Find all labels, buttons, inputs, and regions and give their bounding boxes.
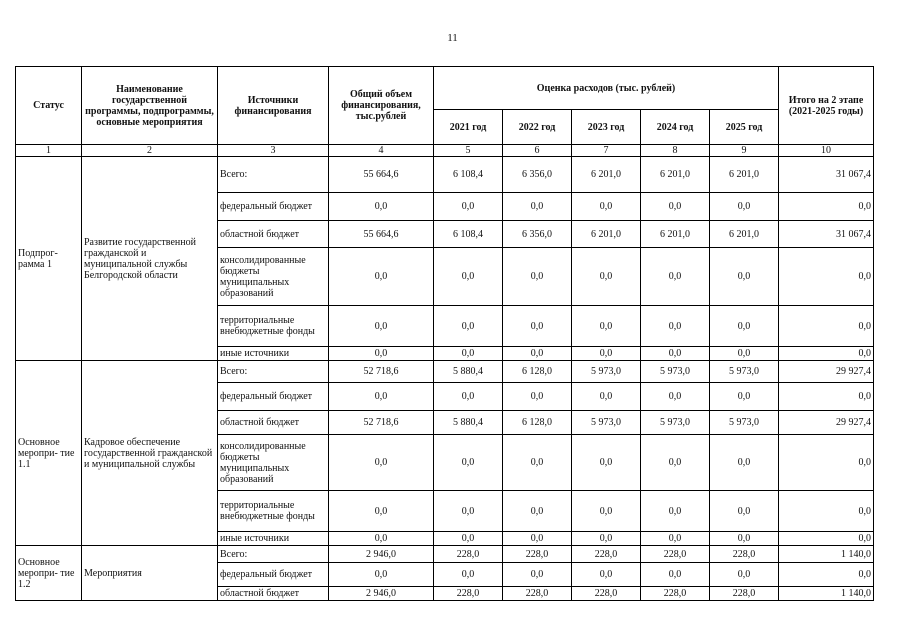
header-year: 2024 год (641, 110, 710, 145)
stage-total-cell: 29 927,4 (779, 361, 874, 383)
amount-cell: 5 973,0 (641, 411, 710, 435)
column-number: 2 (82, 145, 218, 157)
funding-source-cell: консолидированные бюджеты муниципальных образований (218, 248, 329, 306)
amount-cell: 228,0 (434, 587, 503, 601)
amount-cell: 0,0 (329, 491, 434, 532)
program-name-cell: Развитие государственной гражданской и муниципальной службы Белгородской области (82, 157, 218, 361)
amount-cell: 0,0 (503, 532, 572, 546)
amount-cell: 0,0 (572, 347, 641, 361)
status-cell: Подпрог- рамма 1 (16, 157, 82, 361)
amount-cell: 0,0 (329, 347, 434, 361)
funding-source-cell: областной бюджет (218, 411, 329, 435)
header-name: Наименование государственной программы, подпрограммы, основные мероприятия (82, 67, 218, 145)
amount-cell: 6 201,0 (572, 221, 641, 248)
header-status: Статус (16, 67, 82, 145)
amount-cell: 228,0 (434, 546, 503, 563)
header-stage-total: Итого на 2 этапе (2021-2025 годы) (779, 67, 874, 145)
funding-source-cell: Всего: (218, 157, 329, 193)
column-number: 5 (434, 145, 503, 157)
amount-cell: 0,0 (572, 306, 641, 347)
stage-total-cell: 1 140,0 (779, 546, 874, 563)
amount-cell: 0,0 (434, 491, 503, 532)
amount-cell: 228,0 (503, 587, 572, 601)
stage-total-cell: 0,0 (779, 347, 874, 361)
amount-cell: 0,0 (710, 347, 779, 361)
status-cell: Основное меропри- тие 1.2 (16, 546, 82, 601)
amount-cell: 0,0 (329, 532, 434, 546)
header-estimate: Оценка расходов (тыс. рублей) (434, 67, 779, 110)
page-number: 11 (447, 32, 458, 44)
column-number: 8 (641, 145, 710, 157)
amount-cell: 0,0 (503, 306, 572, 347)
stage-total-cell: 0,0 (779, 306, 874, 347)
stage-total-cell: 29 927,4 (779, 411, 874, 435)
amount-cell: 0,0 (641, 248, 710, 306)
table-body (16, 157, 874, 601)
column-number: 3 (218, 145, 329, 157)
amount-cell: 0,0 (503, 491, 572, 532)
amount-cell: 0,0 (329, 193, 434, 221)
amount-cell: 6 128,0 (503, 361, 572, 383)
amount-cell: 0,0 (503, 193, 572, 221)
amount-cell: 0,0 (329, 248, 434, 306)
amount-cell: 0,0 (710, 306, 779, 347)
amount-cell: 228,0 (503, 546, 572, 563)
stage-total-cell: 0,0 (779, 435, 874, 491)
table-row (16, 546, 874, 563)
amount-cell: 0,0 (641, 532, 710, 546)
stage-total-cell: 31 067,4 (779, 157, 874, 193)
amount-cell: 0,0 (434, 383, 503, 411)
amount-cell: 0,0 (434, 435, 503, 491)
amount-cell: 6 356,0 (503, 157, 572, 193)
amount-cell: 0,0 (434, 193, 503, 221)
amount-cell: 0,0 (710, 435, 779, 491)
header-year: 2021 год (434, 110, 503, 145)
amount-cell: 0,0 (572, 383, 641, 411)
amount-cell: 0,0 (641, 383, 710, 411)
stage-total-cell: 0,0 (779, 193, 874, 221)
amount-cell: 0,0 (641, 306, 710, 347)
amount-cell: 6 201,0 (710, 157, 779, 193)
amount-cell: 2 946,0 (329, 587, 434, 601)
amount-cell: 0,0 (434, 563, 503, 587)
amount-cell: 0,0 (503, 383, 572, 411)
amount-cell: 0,0 (329, 383, 434, 411)
amount-cell: 0,0 (503, 435, 572, 491)
stage-total-cell: 0,0 (779, 563, 874, 587)
amount-cell: 228,0 (572, 587, 641, 601)
table-row (16, 157, 874, 193)
amount-cell: 0,0 (329, 435, 434, 491)
amount-cell: 0,0 (710, 248, 779, 306)
funding-source-cell: консолидированные бюджеты муниципальных образований (218, 435, 329, 491)
amount-cell: 0,0 (641, 347, 710, 361)
column-number: 6 (503, 145, 572, 157)
amount-cell: 0,0 (710, 532, 779, 546)
amount-cell: 0,0 (572, 435, 641, 491)
amount-cell: 0,0 (503, 563, 572, 587)
amount-cell: 0,0 (641, 435, 710, 491)
amount-cell: 0,0 (710, 193, 779, 221)
amount-cell: 6 201,0 (641, 157, 710, 193)
funding-source-cell: областной бюджет (218, 221, 329, 248)
amount-cell: 5 973,0 (572, 411, 641, 435)
column-number: 7 (572, 145, 641, 157)
amount-cell: 0,0 (572, 563, 641, 587)
amount-cell: 228,0 (641, 546, 710, 563)
amount-cell: 5 880,4 (434, 411, 503, 435)
amount-cell: 6 201,0 (641, 221, 710, 248)
amount-cell: 0,0 (434, 306, 503, 347)
column-number: 9 (710, 145, 779, 157)
table-row (16, 361, 874, 383)
column-number: 1 (16, 145, 82, 157)
stage-total-cell: 0,0 (779, 491, 874, 532)
amount-cell: 0,0 (572, 532, 641, 546)
amount-cell: 6 356,0 (503, 221, 572, 248)
funding-source-cell: федеральный бюджет (218, 193, 329, 221)
amount-cell: 228,0 (572, 546, 641, 563)
funding-source-cell: федеральный бюджет (218, 383, 329, 411)
amount-cell: 0,0 (710, 563, 779, 587)
amount-cell: 0,0 (329, 563, 434, 587)
program-name-cell: Кадровое обеспечение государственной гражданской и муниципальной службы (82, 361, 218, 546)
program-name-cell: Мероприятия (82, 546, 218, 601)
amount-cell: 55 664,6 (329, 221, 434, 248)
amount-cell: 0,0 (503, 347, 572, 361)
funding-source-cell: иные источники (218, 347, 329, 361)
amount-cell: 5 973,0 (572, 361, 641, 383)
amount-cell: 0,0 (572, 491, 641, 532)
amount-cell: 52 718,6 (329, 361, 434, 383)
stage-total-cell: 31 067,4 (779, 221, 874, 248)
funding-source-cell: Всего: (218, 546, 329, 563)
amount-cell: 6 108,4 (434, 221, 503, 248)
stage-total-cell: 0,0 (779, 383, 874, 411)
amount-cell: 0,0 (710, 383, 779, 411)
amount-cell: 0,0 (572, 248, 641, 306)
amount-cell: 0,0 (641, 563, 710, 587)
amount-cell: 228,0 (710, 546, 779, 563)
amount-cell: 5 973,0 (710, 361, 779, 383)
stage-total-cell: 1 140,0 (779, 587, 874, 601)
funding-source-cell: Всего: (218, 361, 329, 383)
amount-cell: 5 973,0 (710, 411, 779, 435)
amount-cell: 228,0 (710, 587, 779, 601)
amount-cell: 0,0 (641, 193, 710, 221)
header-sources: Источники финансирования (218, 67, 329, 145)
stage-total-cell: 0,0 (779, 532, 874, 546)
amount-cell: 6 108,4 (434, 157, 503, 193)
budget-table (15, 66, 874, 601)
funding-source-cell: федеральный бюджет (218, 563, 329, 587)
amount-cell: 5 880,4 (434, 361, 503, 383)
amount-cell: 0,0 (329, 306, 434, 347)
funding-source-cell: областной бюджет (218, 587, 329, 601)
column-number-row (16, 145, 874, 157)
amount-cell: 6 201,0 (710, 221, 779, 248)
funding-source-cell: территориальные внебюджетные фонды (218, 491, 329, 532)
amount-cell: 52 718,6 (329, 411, 434, 435)
amount-cell: 0,0 (641, 491, 710, 532)
column-number: 4 (329, 145, 434, 157)
amount-cell: 55 664,6 (329, 157, 434, 193)
funding-source-cell: территориальные внебюджетные фонды (218, 306, 329, 347)
header-year: 2022 год (503, 110, 572, 145)
amount-cell: 2 946,0 (329, 546, 434, 563)
amount-cell: 6 128,0 (503, 411, 572, 435)
header-year: 2023 год (572, 110, 641, 145)
amount-cell: 0,0 (434, 532, 503, 546)
header-total: Общий объем финансирования, тыс.рублей (329, 67, 434, 145)
column-number: 10 (779, 145, 874, 157)
stage-total-cell: 0,0 (779, 248, 874, 306)
amount-cell: 0,0 (503, 248, 572, 306)
amount-cell: 0,0 (710, 491, 779, 532)
amount-cell: 0,0 (434, 248, 503, 306)
amount-cell: 0,0 (572, 193, 641, 221)
amount-cell: 6 201,0 (572, 157, 641, 193)
status-cell: Основное меропри- тие 1.1 (16, 361, 82, 546)
amount-cell: 0,0 (434, 347, 503, 361)
amount-cell: 5 973,0 (641, 361, 710, 383)
funding-source-cell: иные источники (218, 532, 329, 546)
header-year: 2025 год (710, 110, 779, 145)
amount-cell: 228,0 (641, 587, 710, 601)
